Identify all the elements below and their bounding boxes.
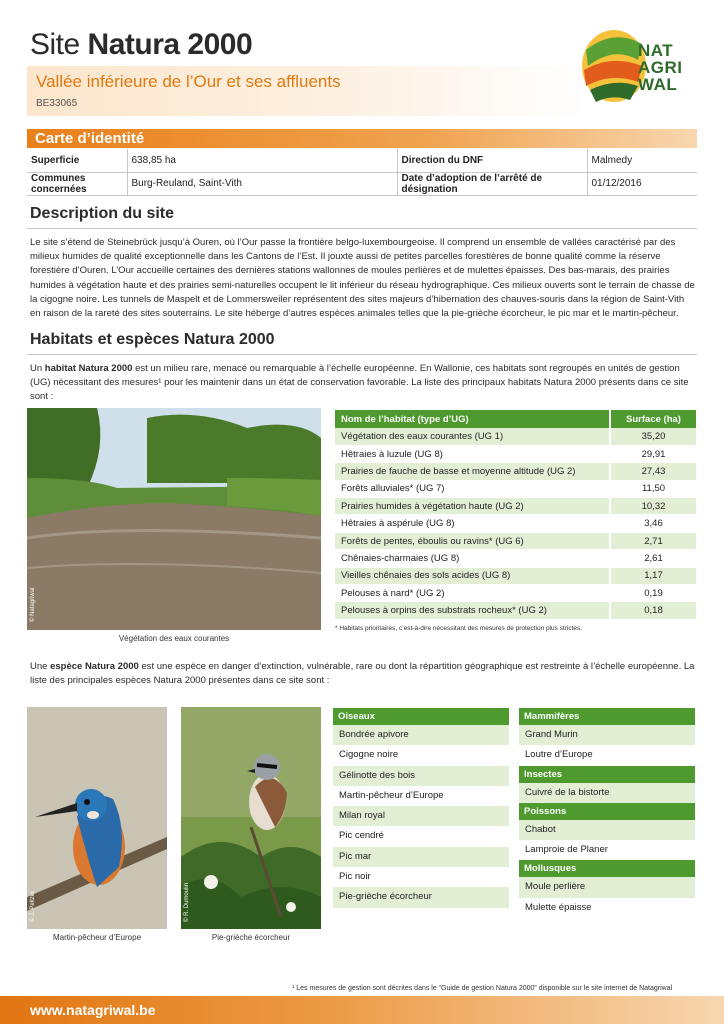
divider xyxy=(27,228,697,229)
table-row: Pelouses à orpins des substrats rocheux* (UG 2) 0,18 xyxy=(335,602,696,619)
site-subtitle: Vallée inférieure de l’Our et ses affluents xyxy=(36,72,341,91)
list-item: Loutre d’Europe xyxy=(525,749,593,761)
habitats-heading: Habitats et espèces Natura 2000 xyxy=(30,331,275,348)
shrike-photo xyxy=(181,707,321,929)
table-row: Végétation des eaux courantes (UG 1) 35,20 xyxy=(335,428,696,445)
list-item: Milan royal xyxy=(333,806,509,826)
list-item: Grand Murin xyxy=(519,725,695,745)
table-header-row: Nom de l’habitat (type d’UG) Surface (ha) xyxy=(335,410,696,428)
list-item: Chabot xyxy=(519,820,695,840)
list-item: Pic cendré xyxy=(339,830,384,842)
list-item: Pic mar xyxy=(333,847,509,867)
other-species-list xyxy=(519,708,695,918)
page-title: Site Natura 2000 xyxy=(30,28,253,61)
river-photo-caption: Végétation des eaux courantes xyxy=(118,634,230,643)
shrike-photo-caption: Pie-grièche écorcheur xyxy=(211,933,291,942)
table-row: Pelouses à nard* (UG 2) 0,19 xyxy=(335,585,696,602)
list-item: Gélinotte des bois xyxy=(333,766,509,786)
insects-heading: Insectes xyxy=(519,766,695,783)
table-row: Chênaies-charmaies (UG 8) 2,61 xyxy=(335,550,696,567)
table-row: Prairies de fauche de basse et moyenne altitude (UG 2) 27,43 xyxy=(335,463,696,480)
table-row: Prairies humides à végétation haute (UG 2) 10,32 xyxy=(335,498,696,515)
table-row: Vieilles chênaies des sols acides (UG 8) 1,17 xyxy=(335,567,696,584)
river-photo xyxy=(27,408,321,630)
identity-table xyxy=(27,149,697,196)
list-item: Moule perlière xyxy=(519,877,695,897)
habitats-intro: Un habitat Natura 2000 est un milieu rare, menacé ou remarquable à l’échelle européenne. En Wallonie, ces habitats sont regroupés en unités de gestion (UG) nécessitant des mesures¹ pour les maintenir dans un état de conservation favorable. La liste des principaux habitats Natura 2000 présents dans ce site sont : xyxy=(30,363,689,403)
photo-credit: © Natagriwal xyxy=(30,587,36,622)
table-row: Superficie 638,85 ha Direction du DNF Malmedy xyxy=(27,149,697,172)
site-code: BE33065 xyxy=(36,98,78,109)
photo-credit: © J. Peltzer xyxy=(30,890,36,922)
list-item: Pie-grièche écorcheur xyxy=(333,887,509,907)
kingfisher-photo-caption: Martin-pêcheur d’Europe xyxy=(52,933,142,942)
list-item: Lamproie de Planer xyxy=(525,844,608,856)
list-item: Cuivré de la bistorte xyxy=(519,783,695,803)
species-intro: Une espèce Natura 2000 est une espèce en danger d’extinction, vulnérable, rare ou dont la répartition géographique est restreinte à l’échelle européenne. La liste des principales espèces Natura 2000 présentes dans ce site sont : xyxy=(30,661,695,687)
description-heading: Description du site xyxy=(30,205,175,222)
identity-heading-bar: Carte d’identité xyxy=(27,129,697,148)
list-item: Mulette épaisse xyxy=(525,901,592,913)
habitats-table xyxy=(335,410,696,620)
footnote: ¹ Les mesures de gestion sont décrites dans le “Guide de gestion Natura 2000” disponible sur le site internet de Natagriwal xyxy=(292,985,673,992)
table-row: Hêtraies à luzule (UG 8) 29,91 xyxy=(335,445,696,462)
habitats-note: * Habitats prioritaires, c’est-à-dire nécessitant des mesures de protection plus strictes. xyxy=(335,625,583,632)
list-item: Martin-pêcheur d’Europe xyxy=(339,789,444,801)
photo-credit: © R. Dumoulin xyxy=(184,882,190,922)
list-item: Pic noir xyxy=(339,871,371,883)
list-item: Bondrée apivore xyxy=(333,725,509,745)
table-row: Communes concernées Burg-Reuland, Saint-Vith Date d’adoption de l’arrêté de désignation 01/12/2016 xyxy=(27,172,697,195)
fish-heading: Poissons xyxy=(519,803,695,820)
list-item: Cigogne noire xyxy=(339,749,399,761)
birds-list xyxy=(333,708,509,908)
birds-heading: Oiseaux xyxy=(333,708,509,725)
table-row: Forêts de pentes, éboulis ou ravins* (UG 6) 2,71 xyxy=(335,532,696,549)
divider xyxy=(27,354,697,355)
logo-text: NAT AGRI WAL xyxy=(638,41,683,94)
description-text: Le site s’étend de Steinebrück jusqu’à Ouren, où l’Our passe la frontière belgo-luxembourgeoise. Il comprend un ensemble de vallées caractérisé par des milieux humides de qualité exceptionnelle dans les Cantons de l’Est. Il jouxte aussi de petites parcelles forestières de bonne qualité comme la réserve forestière d’Ouren. L’Our accueille certaines des dernières stations wallonnes de moules perlières et de mulettes épaisses. Des bas-marais, des prairies humides à végétation haute et des prairies semi-naturelles occupent le lit inférieur du réseau hydrographique. Ces milieux ouverts sont le terrain de chasse de la cigogne noire. Les tunnels de Maspelt et de Lommersweiler représentent des sites majeurs d’hibernation des chauves-souris dans la région de Saint-Vith en raison de la rareté des sites souterrains. Le site héberge d’autres espèces animales telles que la pie-grièche écorcheur, le pic mar et le martin-pêcheur. xyxy=(30,237,695,320)
kingfisher-photo xyxy=(27,707,167,929)
molluscs-heading: Mollusques xyxy=(519,860,695,877)
table-row: Forêts alluviales* (UG 7) 11,50 xyxy=(335,480,696,497)
mammals-heading: Mammifères xyxy=(519,708,695,725)
footer-bar xyxy=(0,996,724,1024)
website-link[interactable]: www.natagriwal.be xyxy=(30,1002,156,1018)
table-row: Hêtraies à aspérule (UG 8) 3,46 xyxy=(335,515,696,532)
